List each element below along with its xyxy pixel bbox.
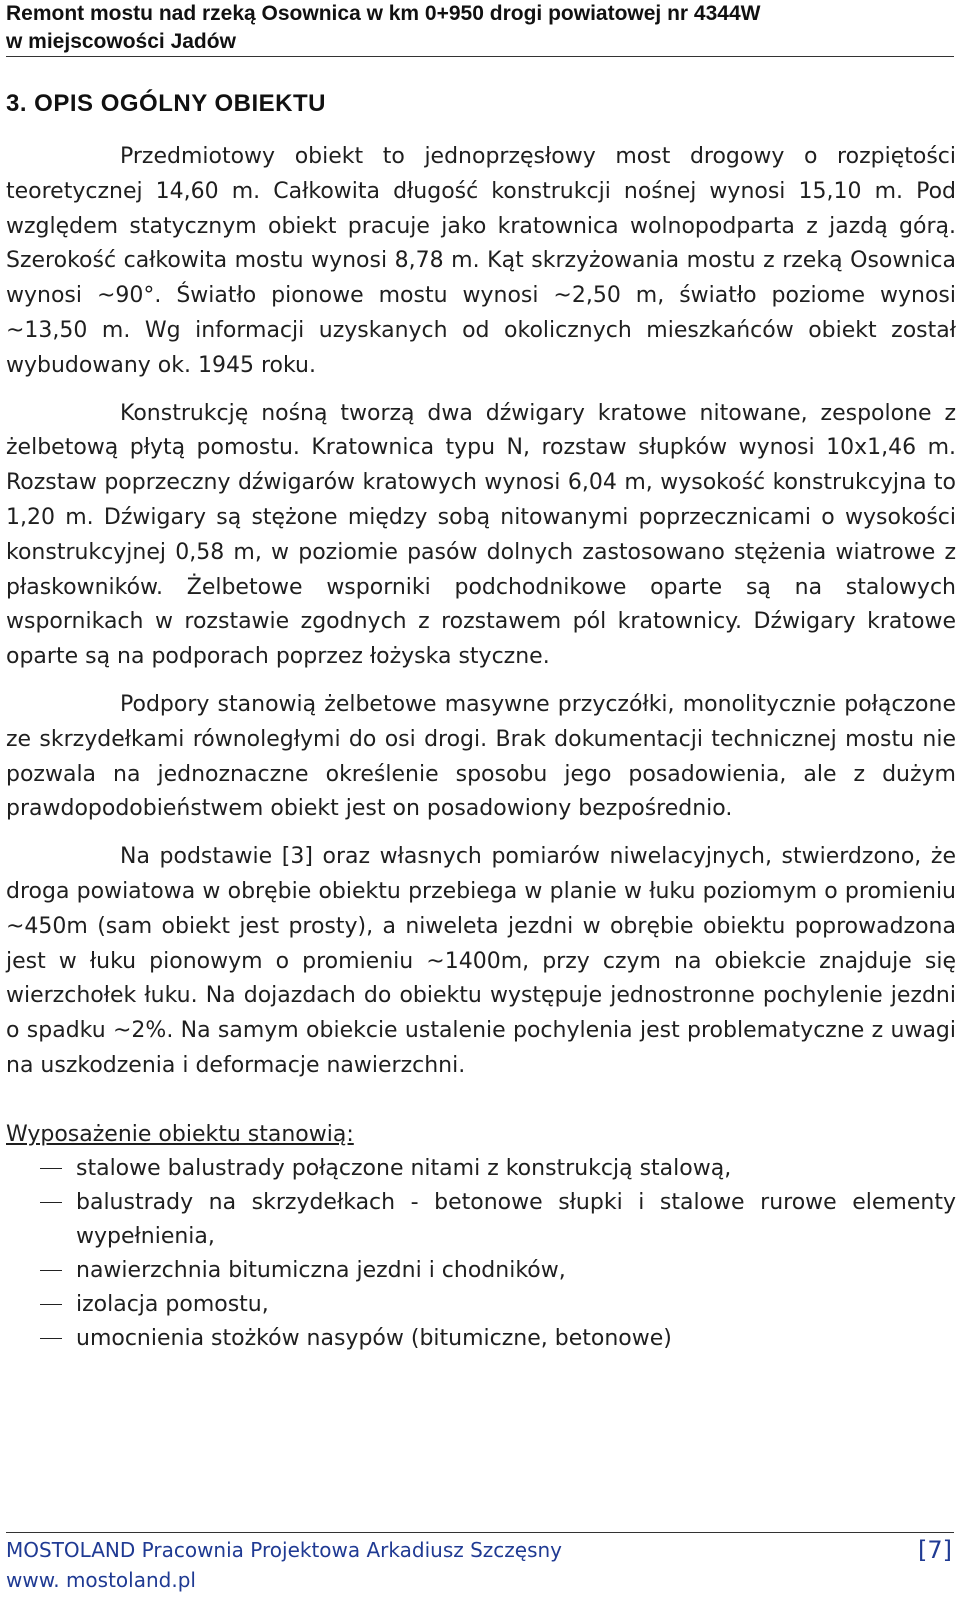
paragraph-geometry [6,840,956,1084]
section-title: 3. OPIS OGÓLNY OBIEKTU [6,90,326,117]
dash-bullet-icon [40,1304,62,1305]
list-item-text: umocnienia stożków nasypów (bitumiczne, betonowe) [76,1325,672,1351]
document-body [6,140,956,1356]
list-item [6,1288,956,1322]
list-item [6,1254,956,1288]
list-item [6,1322,956,1356]
paragraph-text: Podpory stanowią żelbetowe masywne przyczółki, monolitycznie połączone ze skrzydełkami równoległymi do osi drogi. Brak dokumentacji technicznej mostu nie pozwala na jednoznaczne określenie sposobu jego posadowienia, ale z dużym prawdopodobieństwem obiekt jest on posadowiony bezpośrednio. [6,691,956,822]
page-number: [7] [918,1536,952,1564]
paragraph-text: Konstrukcję nośną tworzą dwa dźwigary kratowe nitowane, zespolone z żelbetową płytą pomostu. Kratownica typu N, rozstaw słupków wynosi 10x1,46 m. Rozstaw poprzeczny dźwigarów kratowych wynosi 6,04 m, wysokość konstrukcyjna to 1,20 m. Dźwigary są stężone między sobą nitowanymi poprzecznicami o wysokości konstrukcyjnej 0,58 m, w poziomie pasów dolnych zastosowano stężenia wiatrowe z płaskowników. Żelbetowe wsporniki podchodnikowe oparte są na stalowych wspornikach w rozstawie zgodnych z rozstawem pól kratownicy. Dźwigary kratowe oparte są na podporach poprzez łożyska styczne. [6,400,956,670]
list-item-text: nawierzchnia bitumiczna jezdni i chodników, [76,1257,566,1283]
footer-company: MOSTOLAND Pracownia Projektowa Arkadiusz Szczęsny [6,1538,563,1562]
header-title-line-2: w miejscowości Jadów [6,30,236,53]
footer-website-link[interactable]: www. mostoland.pl [6,1568,196,1592]
dash-bullet-icon [40,1338,62,1339]
paragraph-supports [6,688,956,827]
paragraph-general [6,140,956,384]
dash-bullet-icon [40,1202,62,1203]
footer-divider [6,1532,954,1533]
header-title-line-1: Remont mostu nad rzeką Osownica w km 0+950 drogi powiatowej nr 4344W [6,2,761,25]
header-divider [6,56,954,57]
list-item-text: izolacja pomostu, [76,1291,269,1317]
dash-bullet-icon [40,1270,62,1271]
equipment-list [6,1152,956,1356]
list-item-text: stalowe balustrady połączone nitami z konstrukcją stalową, [76,1155,732,1181]
page-header [6,0,954,56]
paragraph-text: Na podstawie [3] oraz własnych pomiarów niwelacyjnych, stwierdzono, że droga powiatowa w obrębie obiektu przebiega w planie w łuku poziomym o promieniu ~450m (sam obiekt jest prosty), a niweleta jezdni w obrębie obiektu poprowadzona jest w łuku pionowym o promieniu ~1400m, przy czym na obiekcie znajduje się wierzchołek łuku. Na dojazdach do obiektu występuje jednostronne pochylenie jezdni o spadku ~2%. Na samym obiekcie ustalenie pochylenia jest problematyczne z uwagi na uszkodzenia i deformacje nawierzchni. [6,844,956,1078]
list-item-text: balustrady na skrzydełkach - betonowe słupki i stalowe rurowe elementy wypełnienia, [76,1189,956,1249]
dash-bullet-icon [40,1168,62,1169]
equipment-heading: Wyposażenie obiektu stanowią: [6,1121,354,1147]
list-item [6,1152,956,1186]
paragraph-text: Przedmiotowy obiekt to jednoprzęsłowy most drogowy o rozpiętości teoretycznej 14,60 m. Całkowita długość konstrukcji nośnej wynosi 15,10 m. Pod względem statycznym obiekt pracuje jako kratownica wolnopodparta z jazdą górą. Szerokość całkowita mostu wynosi 8,78 m. Kąt skrzyżowania mostu z rzeką Osownica wynosi ~90°. Światło pionowe mostu wynosi ~2,50 m, światło poziome wynosi ~13,50 m. Wg informacji uzyskanych od okolicznych mieszkańców obiekt został wybudowany ok. 1945 roku. [6,144,956,378]
list-item [6,1186,956,1254]
paragraph-structure [6,397,956,675]
